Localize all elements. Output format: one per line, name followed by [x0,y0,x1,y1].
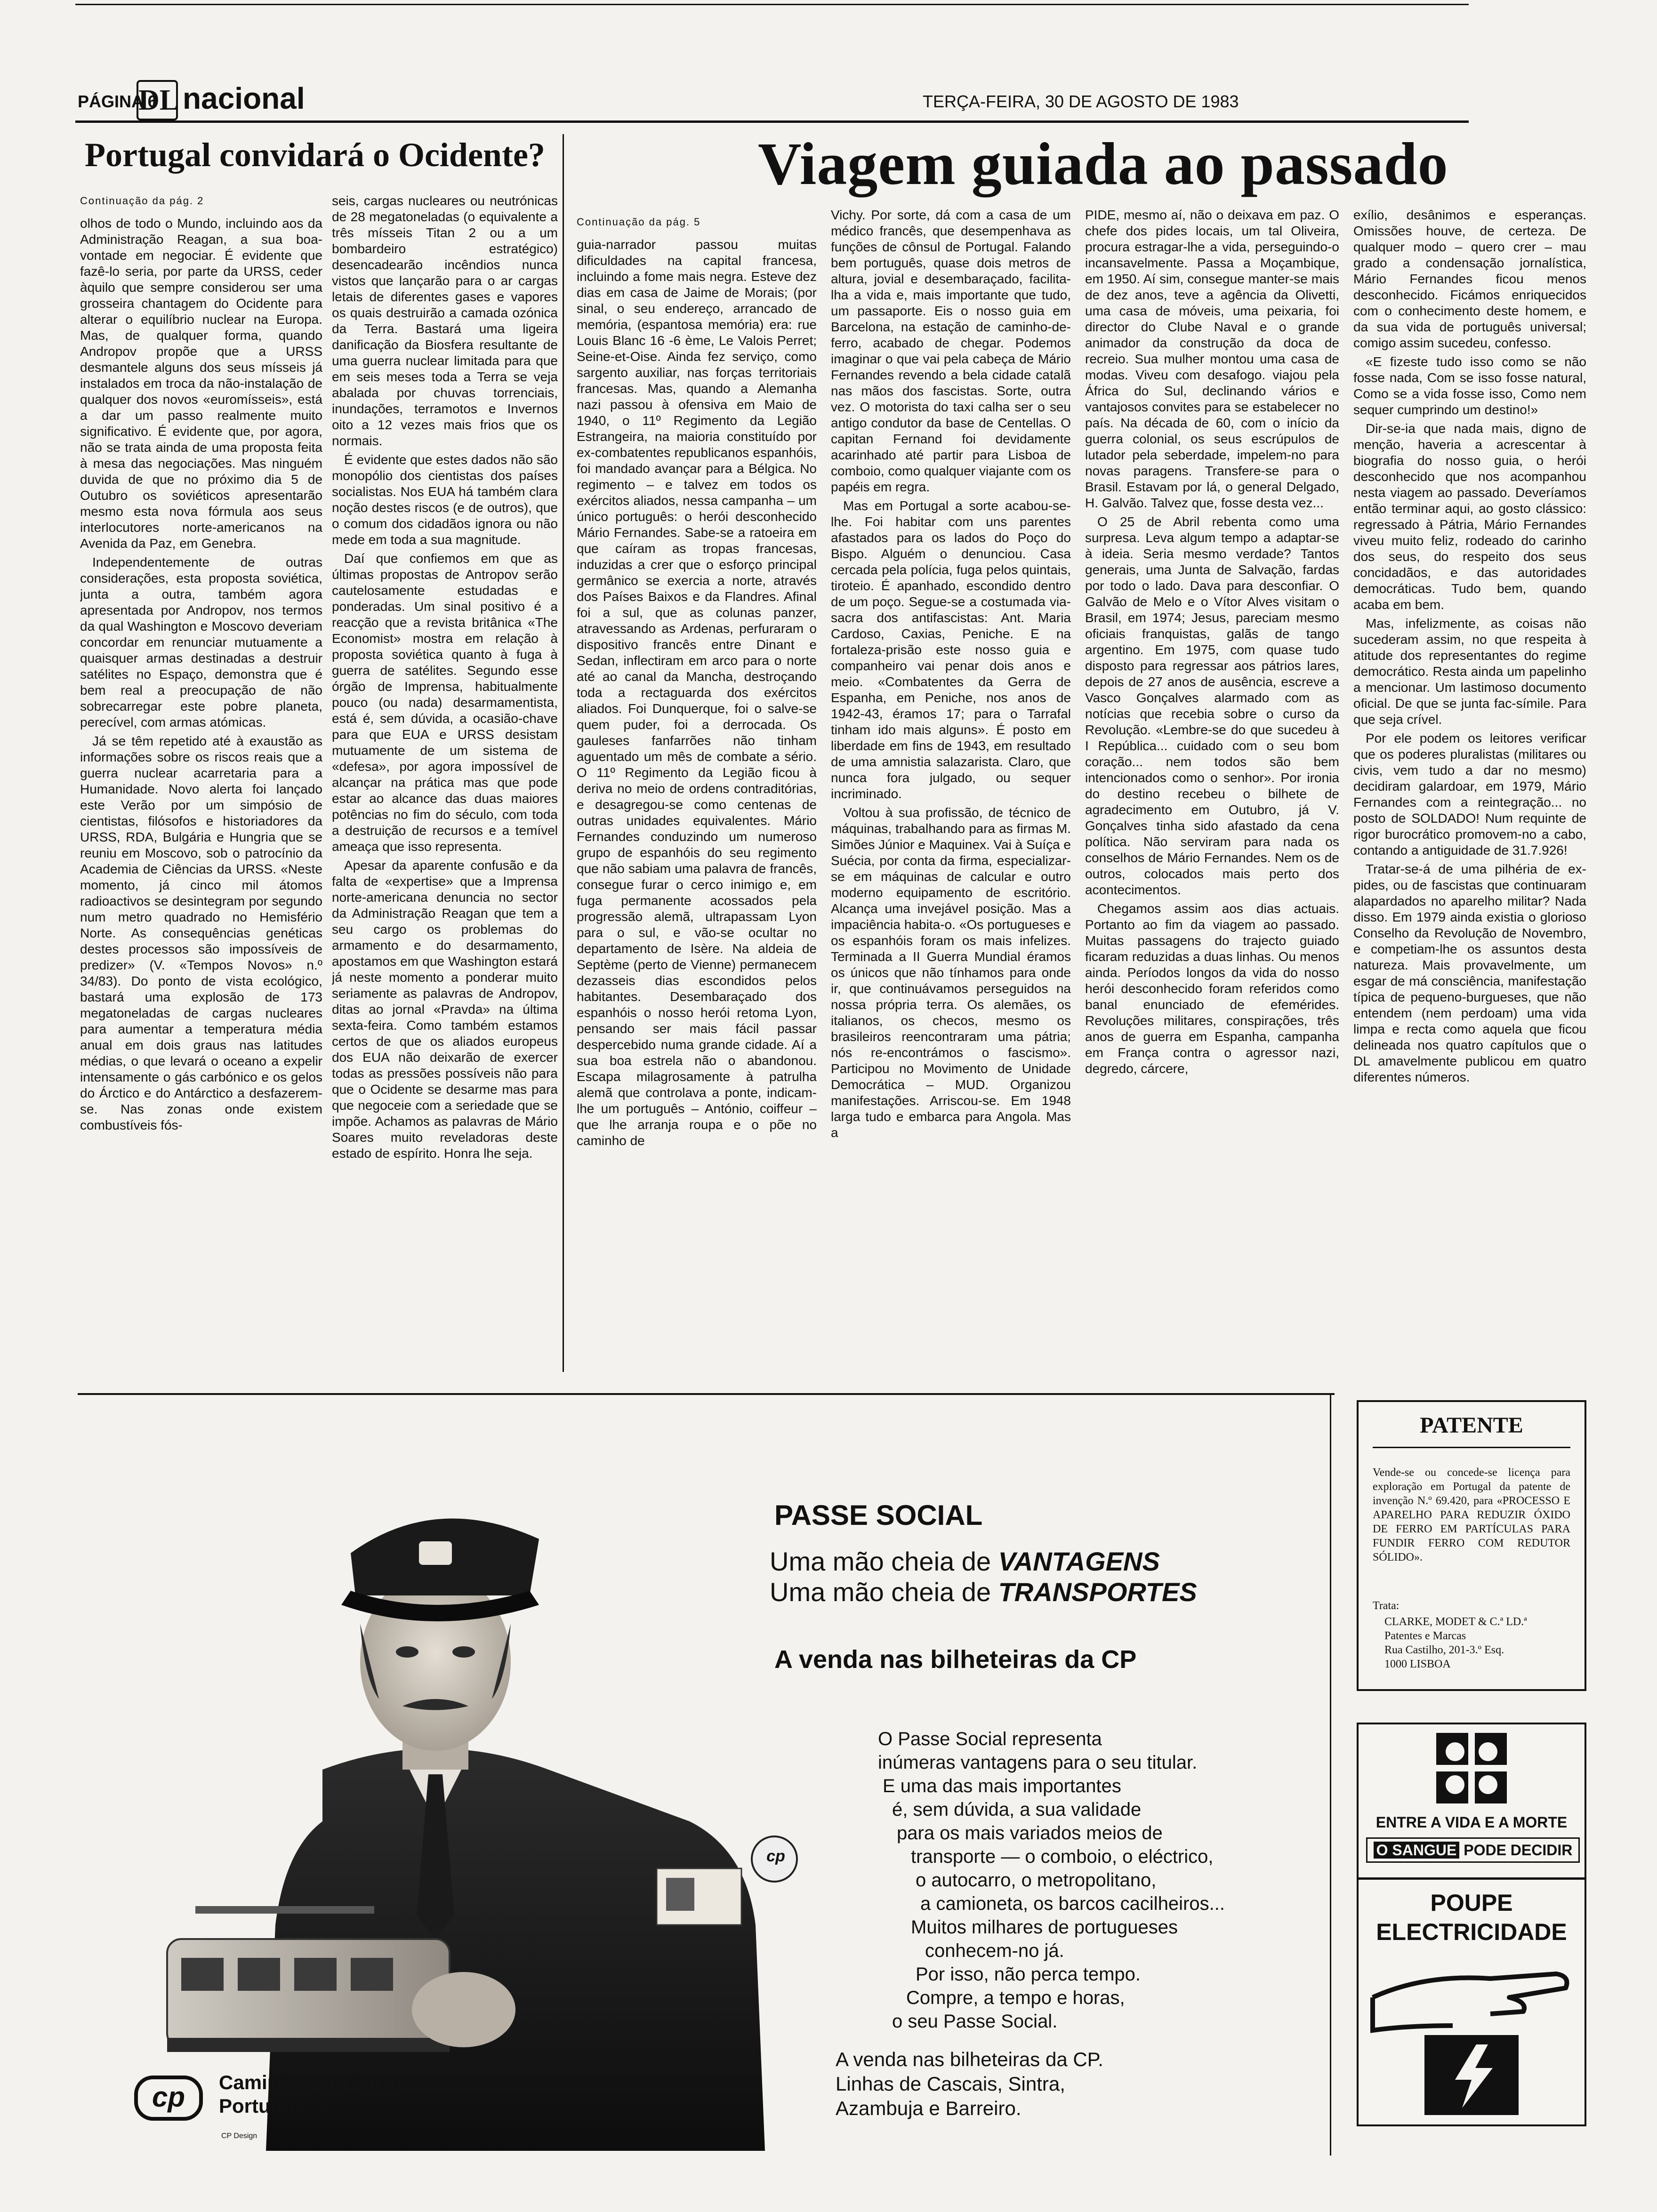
column-divider [563,134,564,1372]
sangue-line1: ENTRE A VIDA E A MORTE [1375,1814,1568,1831]
body-line: Por isso, não perca tempo. [916,1964,1141,1985]
poupe-label: POUPE [1430,1890,1513,1916]
ad-divider [1330,1393,1331,2156]
cp-passe-social-ad [78,1398,1327,2151]
body-line: para os mais variados meios de [897,1823,1163,1843]
brand-line: Caminhos de Ferro [219,2071,399,2093]
patente-body: Vende-se ou concede-se licença para exploração em Portugal da patente de invenção N.º 69.420, para «PROCESSO E APARELHO PARA REDUZIR ÓXIDO DE FERRO EM PARTÍCULAS PARA FUNDIR FERRO COM REDUTOR SÓLIDO». [1373,1467,1570,1563]
body-line: inúmeras vantagens para o seu titular. [878,1752,1198,1773]
paragraph: Mas, infelizmente, as coisas não sucederam assim, no que respeita à atitude dos representantes do regime democrático. Resta ainda um papelinho a mencionar. Um lastimoso documento oficial. De que se junta fac-símile. Para que seja crível. [1353,616,1586,727]
ad-top-rule [78,1393,1335,1395]
tagline-prefix: Uma mão cheia de [770,1547,998,1576]
article-right-col3 [1085,207,1339,1372]
cp-brand [219,2071,399,2118]
paragraph: O 25 de Abril rebenta como uma surpresa. Leva algum tempo a adaptar-se à ideia. Seria mesmo verdade? Tantos generais, uma Junta de Salvação, fardas por todo o lado. Dava para desconfiar. O Galvão de Melo e o Vítor Alves visitam o Brasil, em 1974; Jesus, pareciam mesmo oficiais franquistas, galãs de tango argentino. Em 1975, com quase tudo disposto para regressar aos pátrios lares, depois de 27 anos de ausência, escreve a Vasco Gonçalves alarmado com as notícias que recebia sobre o curso da Revolução. «Lembre-se do que sucedeu à I República... cuidado com o seu bom coração... nem todos são bem intencionados como o senhor». Por ironia do destino recebeu o bilhete de agradecimento em Outubro, já V. Gonçalves tinha sido afastado da cena política. Não serviram para nada os conselhos de Mário Fernandes. Nem os de outros, colocados mais perto dos acontecimentos. [1085,514,1339,897]
passe-social-title: PASSE SOCIAL [774,1499,983,1531]
patente-title: PATENTE [1420,1413,1523,1438]
paragraph: seis, cargas nucleares ou neutrónicas de 28 megatoneladas (o equivalente a três mísseis Titan 2 ou a um bombardeiro estratégico) desencadearão incêndios nunca vistos que lançarão para o ar cargas letais de diferentes gases e vapores os quais destruirão a camada ozónica da Terra. Bastará uma ligeira danificação da Biosfera resultante de uma guerra nuclear limitada para que em seis meses toda a Terra se veja abalada por chuvas torrenciais, inundações, terramotos e Invernos oito a 12 vezes mais frios que os normais. [332,193,558,448]
paragraph: Voltou à sua profissão, de técnico de máquinas, trabalhando para as firmas M. Simões Júnior e Maquinex. Vai à Suíça e Suécia, por conta da firma, especializar-se em máquinas de calcular e outro moderno equipamento de escritório. Alcança uma invejável posição. Mas a impaciência habita-o. «Os portugueses e os espanhóis foram os mais infelizes. Terminada a II Guerra Mundial éramos os únicos que não tínhamos para onde ir, que continuávamos perseguidos na nossa própria terra. Os alemães, os italianos, os checos, mesmo os brasileiros reencontraram uma pátria; nós re-encontrámos o fascismo». Participou no Movimento de Unidade Democrática – MUD. Organizou manifestações. Arriscou-se. Em 1948 larga tudo e embarca para Angola. Mas a [831,805,1071,1140]
article-left-col2 [332,193,558,1372]
blood-cross-icon [1436,1733,1507,1803]
tagline-vantagens [770,1546,1160,1577]
body-line: O Passe Social representa [878,1729,1102,1749]
paragraph: Vichy. Por sorte, dá com a casa de um médico francês, que desempenhava as funções de cônsul de Portugal. Falando bem português, quase dois metros de altura, jovial e desembaraçado, facilita-lha a vida e, mais importante que tudo, um passaporte. Eis o nosso guia em Barcelona, na estação de caminho-de-ferro, acabado de chegar. Podemos imaginar o que vai pela cabeça de Mário Fernandes revendo a bela cidade catalã nas mãos dos fascistas. Sorte, outra vez. O motorista do taxi calha ser o seu antigo condutor da base de Centellas. O capitan Fernand foi devidamente acarinhado até partir para Lisboa de comboio, como qualquer viajante com os papéis em regra. [831,208,1071,494]
cp-logo: cp [134,2076,203,2121]
passe-body [878,1727,1302,2033]
body-line: transporte — o comboio, o eléctrico, [911,1846,1214,1867]
article-right-col1 [577,214,817,1372]
paragraph: É evidente que estes dados não são monopólio dos cientistas dos países socialistas. Nos EUA há também clara noção destes riscos (e de outros), que o comum dos cidadãos ignora ou não mede em toda a sua magnitude. [332,452,558,547]
verse-quote: «E fizeste tudo isso como se não fosse nada, Com se isso fosse natural, Como se a vida fosse isso, Como nem sequer cumprindo um destino!» [1353,354,1586,417]
passe-footer [836,2047,1103,2121]
paragraph: olhos de todo o Mundo, incluindo aos da Administração Reagan, a sua boa-vontade em negociar. É evidente que fazê-lo seria, por parte da URSS, ceder àquilo que sempre considerou ser uma grosseira chantagem do Ocidente para alterar o equilíbrio nuclear na Europa. Mas, de qualquer forma, quando Andropov propõe que a URSS desmantele alguns dos seus mísseis já instalados em troca da não-instalação de qualquer dos novos «euromísseis», está a dar um passo realmente muito significativo. É evidente que, por agora, não se trata ainda de uma proposta feita à mesa das negociações. Mas ninguém duvida de que no próximo dia 5 de Outubro os soviéticos apresentarão mesmo esta nova fórmula aos seus interlocutores norte-americanos na Avenida da Paz, em Genebra. [80,216,322,551]
tagline-prefix: Uma mão cheia de [770,1577,998,1607]
hand-switch-icon [1368,1955,1575,2120]
blood-donation-ad [1357,1723,1586,1879]
paragraph: Dir-se-ia que nada mais, digno de menção, haveria a acrescentar à biografia do nosso guia, o herói desconhecido que nos acompanhou nesta viagem ao passado. Deveríamos então terminar aqui, ao gosto clássico: regressado à Pátria, Mário Fernandes viveu muito feliz, rodeado do carinho dos seus, do respeito dos seus concidadãos, e das autoridades democráticas. Tudo bem, quando acaba em bem. [1353,421,1586,612]
patente-ad [1357,1400,1586,1691]
patente-contact-label: Trata: [1373,1600,1400,1612]
paragraph: Já se têm repetido até à exaustão as informações sobre os riscos reais que a guerra nuclear acarretaria para a Humanidade. Novo alerta foi lançado este Verão por um simpósio de cientistas, filósofos e historiadores da URSS, RDA, Bulgária e Hungria que se reuniu em Moscovo, sob o patrocínio da Academia de Ciências da URSS. «Neste momento, já cinco mil átomos radioactivos se desintegram por segundo num metro quadrado no Hemisfério Norte. As consequências genéticas destes processos são impossíveis de predizer» (V. «Tempos Novos» n.º 34/83). Do ponto de vista ecológico, bastará uma explosão de 173 megatoneladas de cargas nucleares para aumentar a temperatura média anual em dois graus nas latitudes médias, o que levará o oceano a expelir intensamente o gás carbónico e os gelos do Árctico e do Antárctico a desfazerem-se. Nas zonas onde existem combustíveis fós- [80,734,322,1132]
body-line: Muitos milhares de portugueses [911,1917,1178,1938]
electricity-ad [1357,1878,1586,2126]
footer-line: A venda nas bilheteiras da CP. [836,2048,1103,2070]
tagline-transportes [770,1577,1197,1607]
paragraph: Por ele podem os leitores verificar que os poderes pluralistas (militares ou civis, vem tudo a dar no mesmo) decidiram galardoar, em 1979, Mário Fernandes com a reintegração... no posto de SOLDADO! Num requinte de rigor burocrático promovem-no a cabo, contando a antiguidade de 31.7.926! [1353,731,1586,858]
headline-portugal: Portugal convidará o Ocidente? [85,136,545,174]
page-number: PÁGINA 6 [78,92,157,111]
paragraph: Tratar-se-á de uma pilhéria de ex-pides, ou de fascistas que continuaram alapardados no aparelho militar? Nada disso. Em 1979 ainda existia o glorioso Conselho da Revolução de Novembro, e competiam-lhe os assuntos desta natureza. Mais provavelmente, um esgar de má consciência, manifestação típica de pequeno-burgueses, que não entendem (nem perdoam) uma vida limpa e recta como aquela que ficou delineada nos quatro capítulos que o DL amavelmente publicou em quatro diferentes números. [1353,862,1586,1084]
body-line: o seu Passe Social. [892,2011,1058,2032]
sangue-rest: PODE DECIDIR [1464,1842,1573,1859]
paragraph: Apesar da aparente confusão e da falta de «expertise» que a Imprensa norte-americana denuncia no sector da Administração Reagan que tem a seu cargo os problemas do armamento e do desarmamento, apostamos em que Washington estará já neste momento a ponderar muito seriamente as palavras de Andropov, ditas ao jornal «Pravda» na última sexta-feira. Como também estamos certos de que os aliados europeus dos EUA não deixarão de exercer todas as pressões possíveis não para que o Ocidente se desarme mas para que negoceie com a seriedade que se impõe. Achamos as palavras de Mário Soares muito reveladoras deste estado de espírito. Honra lhe seja. [332,858,558,1161]
contact-line: Rua Castilho, 201-3.º Esq. [1384,1644,1504,1656]
paragraph: Independentemente de outras considerações, esta proposta soviética, junta a outra, também agora apresentada por Andropov, nos termos da qual Washington e Moscovo deveriam concordar em renunciar mutuamente a quaisquer armas destinadas a destruir satélites no Espaço, demonstra que é bem real a preocupação de não sobrecarregar este pobre planeta, perecível, com armas atómicas. [80,555,322,729]
sale-headline: A venda nas bilheteiras da CP [774,1645,1137,1674]
body-line: conhecem-no já. [925,1940,1064,1961]
article-right-col4 [1353,207,1586,1372]
paragraph: Mas em Portugal a sorte acabou-se-lhe. Foi habitar com uns parentes afastados para os lados do Poço do Bispo. Alguém o denunciou. Casa cercada pela polícia, fuga pelos quintais, tiroteio. É apanhado, escondido dentro de um poço. Segue-se a costumada via-sacra dos antifascistas: Ant. Maria Cardoso, Caxias, Peniche. E na fortaleza-prisão este nosso guia e companheiro vai penar dois anos e meio. «Combatentes da Gerra de Espanha, em Peniche, nos anos de 1942-43, éramos 17; para o Tarrafal tinham ido mais alguns». É posto em liberdade em fins de 1943, em resultado de uma amnistia salazarista. Claro, que nunca fora julgado, ou sequer incriminado. [831,498,1071,801]
header-rule [75,120,1469,123]
tagline-emphasis: TRANSPORTES [998,1577,1197,1607]
sangue-emphasis: O SANGUE [1374,1842,1460,1859]
footer-line: Azambuja e Barreiro. [836,2097,1022,2119]
paragraph: exílio, desânimos e esperanças. Omissões houve, de certeza. De qualquer modo – quero crer – mau grado a condensação jornalística, Mário Fernandes ficou menos desconhecido. Ficámos enriquecidos com o conhecimento deste homem, e da sua vida de português universal; comigo assim sucedeu, confesso. [1353,208,1586,350]
paragraph: PIDE, mesmo aí, não o deixava em paz. O chefe dos pides locais, um tal Oliveira, procura estragar-lhe a vida, perseguindo-o incansavelmente. Passa a Moçambique, em 1950. Aí sim, consegue manter-se mais de dez anos, teve a agência da Olivetti, uma casa de móveis, uma peixaria, foi director do Clube Naval e o grande animador da construção da doca de recreio. Sua mulher montou uma casa de modas. Viveu com desafogo. viajou pela África do Sul, declinando vários e vantajosos convites para se estabelecer no país. Na década de 60, com o início da guerra colonial, os seus escrúpulos de lutador pela seberdade, impelem-no para novas paragens. Transfere-se para o Brasil. Estavam por lá, o general Delgado, H. Galvão. Talvez que, fosse desta vez... [1085,208,1339,510]
body-line: o autocarro, o metropolitano, [916,1870,1157,1891]
newspaper-logo: DL [137,80,178,120]
article-left-col1 [80,193,322,1372]
tagline-emphasis: VANTAGENS [998,1547,1160,1576]
continuation-note: Continuação da pág. 5 [577,216,701,228]
paragraph: guia-narrador passou muitas dificuldades na capital francesa, incluindo a fome mais negra. Esteve dez dias em casa de Jaime de Morais; (por sinal, o seu endereço, arrancado de memória, (espantosa memória) era: rue Louis Blanc 16 -6 ème, Le Valois Perret; Seine-et-Oise. Ainda fez serviço, como sargento auxiliar, nas forças territoriais francesas. Mas, quando a Alemanha nazi passou à ofensiva em Maio de 1940, o 11º Regimento da Legião Estrangeira, na maioria constituído por ex-combatentes republicanos espanhóis, foi mandado avançar para a Bélgica. No regimento – e talvez em todos os exércitos aliados, nessa campanha – um único português: o herói desconhecido Mário Fernandes. Sabe-se a ratoeira em que caíram as tropas francesas, induzidas a crer que o esforço principal germânico se exercia a norte, através dos Países Baixos e da Flandres. Afinal foi a sul, que as colunas panzer, atravessando as Ardenas, perfuraram o dispositivo francês entre Dinant e Sedan, inflectiram em arco para o norte até ao canal da Mancha, destroçando toda a rectaguarda dos exércitos aliados. Foi Dunquerque, foi o salve-se quem puder, foi a derrocada. Os gauleses fanfarrões não tinham aguentado um mês de combate a sério. O 11º Regimento da Legião ficou à deriva no meio de ordens contraditórias, e desagregou-se como centenas de outras unidades equivalentes. Mário Fernandes conduzindo um numeroso grupo de espanhóis do seu regimento que não sabiam uma palavra de francês, consegue furar o cerco inimigo e, em fuga permanente acossados pela progressão alemã, ultrapassam Lyon para o sul, e vão-se ocultar no departamento de Isère. Na aldeia de Septème (perto de Vienne) permanecem dezasseis dias escondidos pelos habitantes. Desembaraçado dos espanhóis o nosso herói retoma Lyon, pensando ser mais fácil passar despercebido numa grande cidade. Aí a sua boa estrela não o abandonou. Escapa milagrosamente à patrulha alemã que controlava a ponte, indicam-lhe um português – António, coiffeur – que lhe arranja roupa e o põe no caminho de [577,237,817,1148]
patente-contact [1384,1615,1527,1671]
article-right-col2 [831,207,1071,1372]
continuation-note: Continuação da pág. 2 [80,195,204,207]
issue-date: TERÇA-FEIRA, 30 DE AGOSTO DE 1983 [923,92,1239,111]
contact-line: 1000 LISBOA [1384,1658,1451,1670]
body-line: é, sem dúvida, a sua validade [892,1799,1142,1820]
sangue-line2 [1366,1837,1580,1863]
headline-viagem: Viagem guiada ao passado [758,130,1448,197]
patente-rule [1373,1447,1570,1448]
paragraph: Daí que confiemos em que as últimas propostas de Antropov serão cautelosamente estudadas e ponderadas. Um sinal positivo é a reacção que a revista britânica «The Economist» mostra em relação à proposta soviética quanto à fuga à guerra de satélites. Segundo esse órgão de Imprensa, habitualmente pouco (ou nada) desarmamentista, está é, sem dúvida, a ocasião-chave para que EUA e URSS desistam mutuamente de um sistema de «defesa», por agora impossível de alcançar na prática mas que pode estar ao alcance das duas maiores potências no fim do século, com toda a destruição de recursos e a temível ameaça que isso representa. [332,551,558,854]
contact-line: Patentes e Marcas [1384,1630,1466,1642]
brand-line: Portugueses [219,2095,339,2117]
coat-badge: cp [766,1847,785,1865]
body-line: E uma das mais importantes [883,1776,1121,1796]
conductor-photo [78,1398,812,2151]
contact-line: CLARKE, MODET & C.ª LD.ª [1384,1616,1527,1628]
footer-line: Linhas de Cascais, Sintra, [836,2073,1065,2095]
section-name: nacional [183,81,305,115]
paragraph: Chegamos assim aos dias actuais. Portanto ao fim da viagem ao passado. Muitas passagens do trajecto guiado ficaram reduzidas a duas linhas. Ou menos ainda. Períodos longos da vida do nosso herói desconhecido foram referidos como banal enunciado de efemérides. Revoluções militares, conspirações, três anos de guerra em Espanha, campanha em França contra o agressor nazi, degredo, cárcere, [1085,901,1339,1076]
body-line: a camioneta, os barcos cacilheiros... [920,1893,1225,1914]
electricidade-label: ELECTRICIDADE [1376,1919,1567,1945]
body-line: Compre, a tempo e horas, [906,1988,1125,2008]
design-credit: CP Design [221,2132,257,2140]
top-edge-rule [75,4,1469,5]
